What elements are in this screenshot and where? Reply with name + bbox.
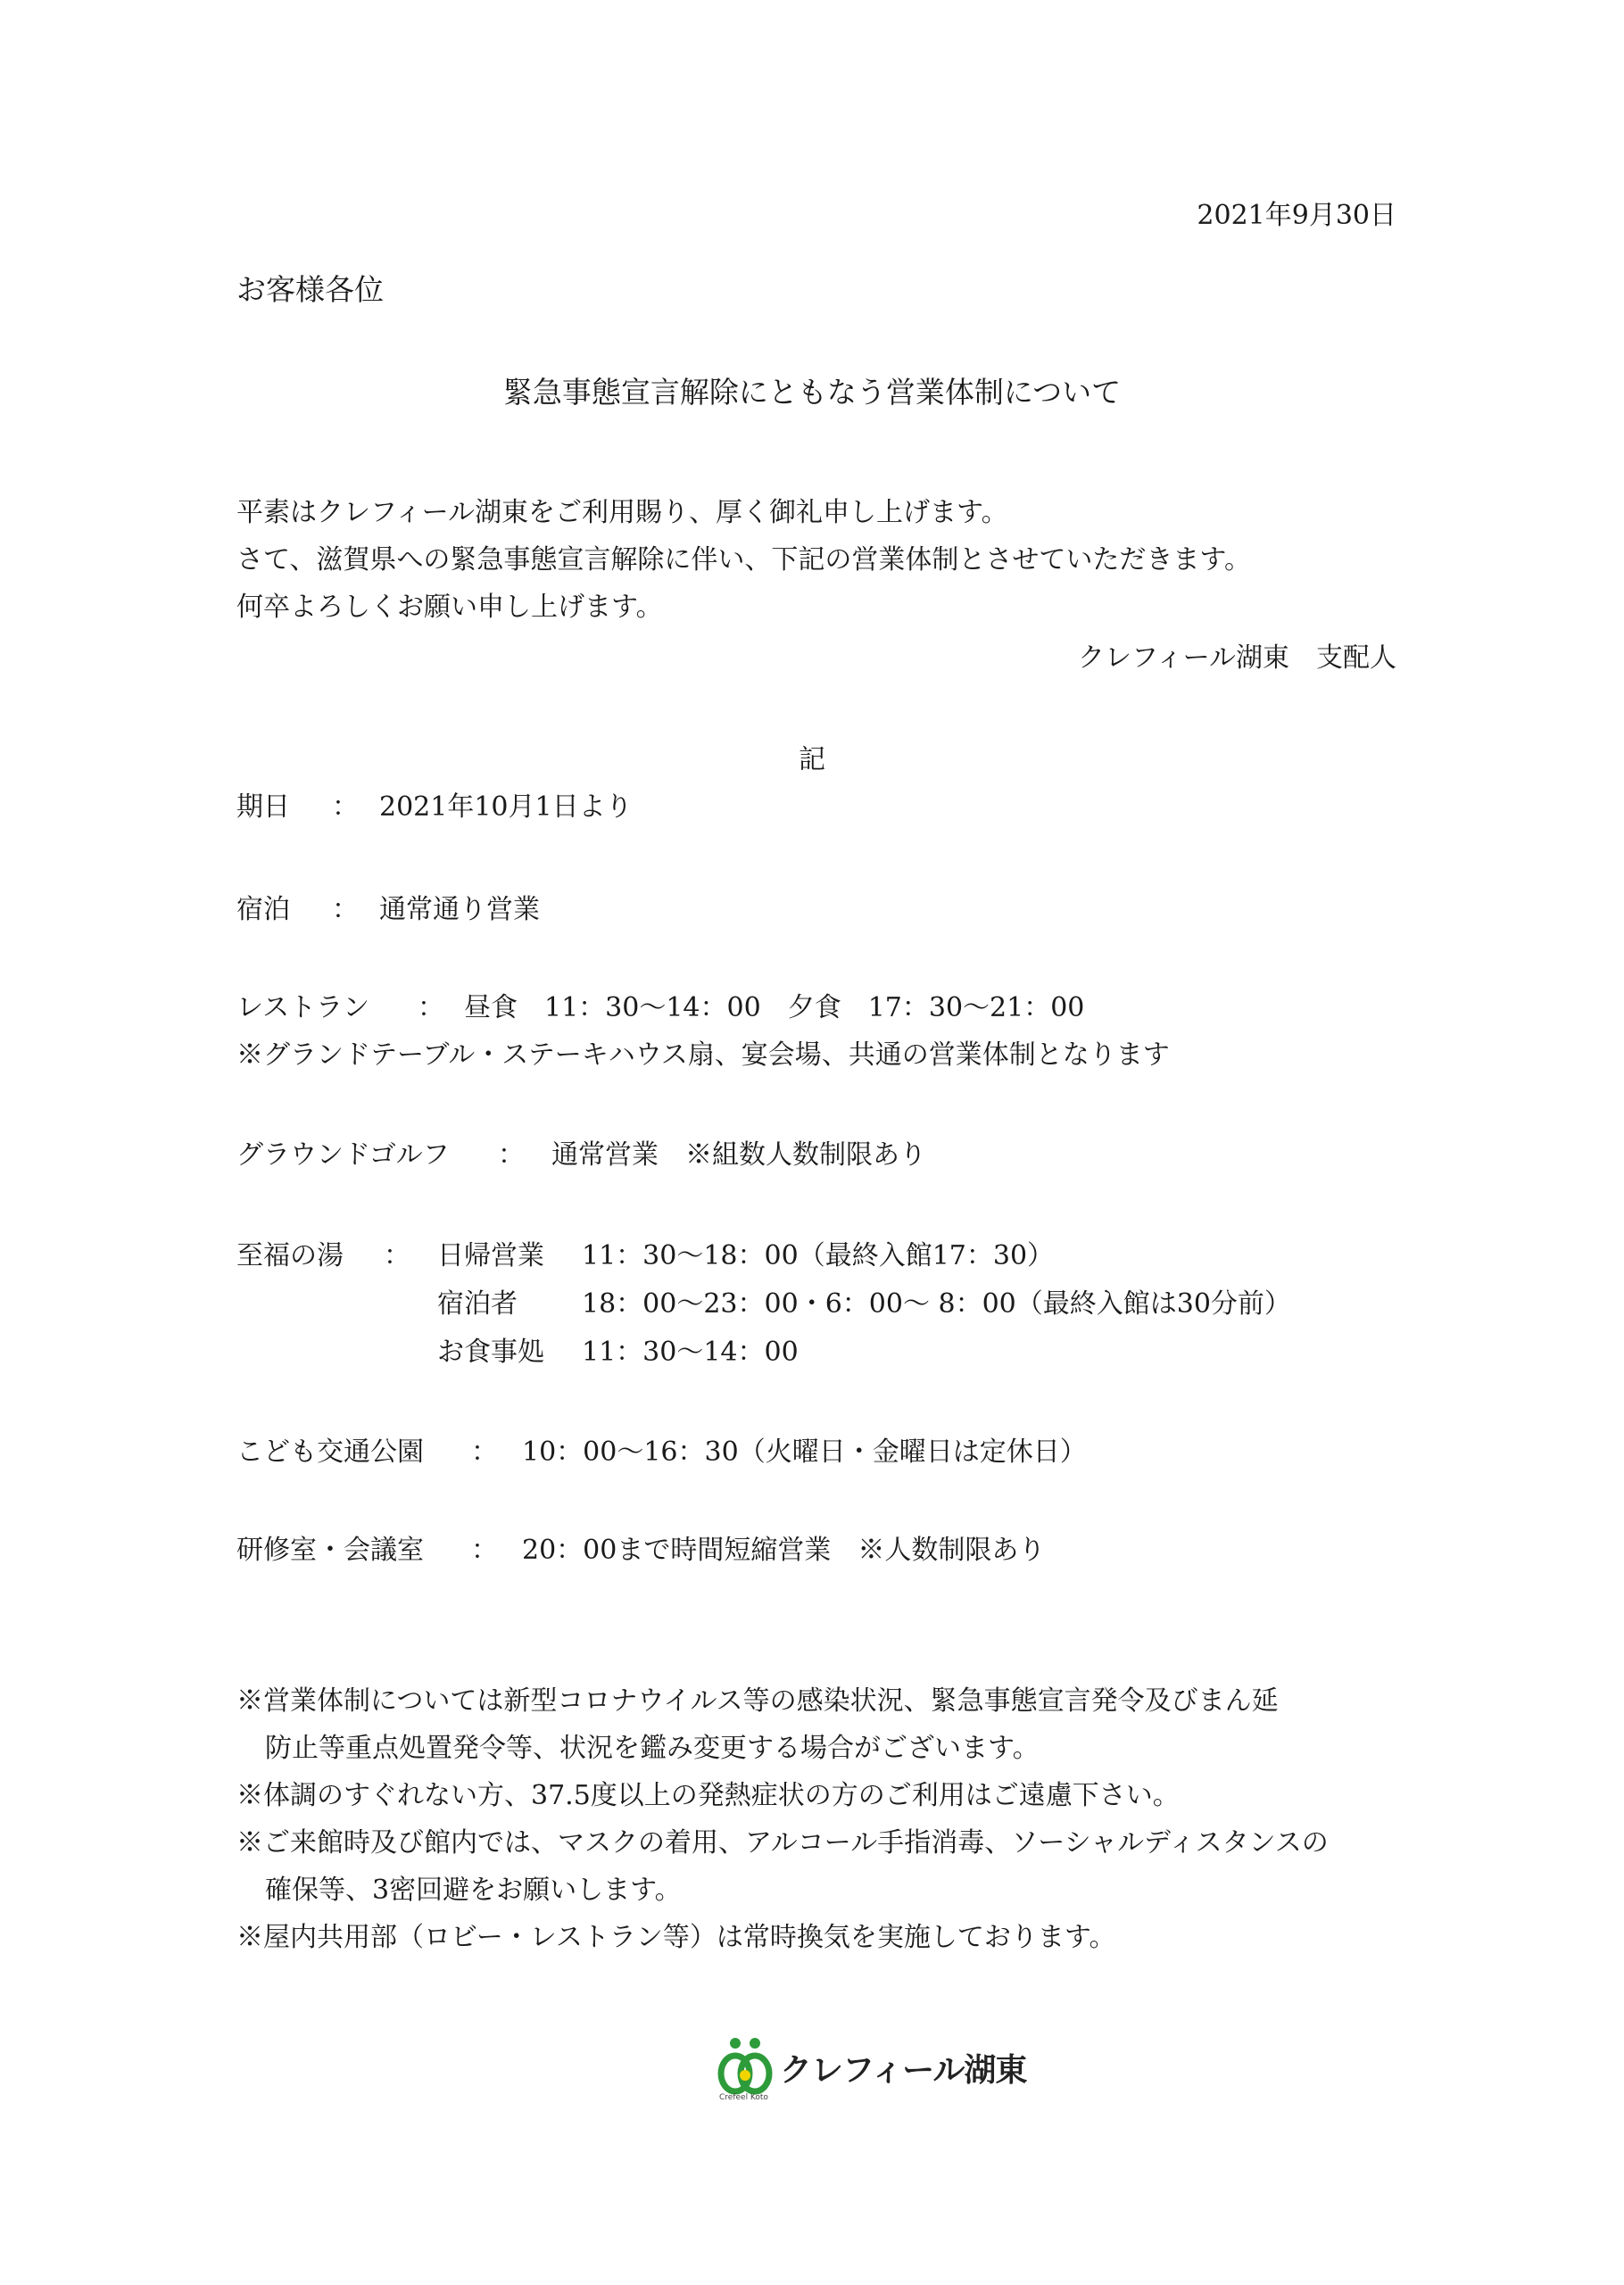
logo-subtext: Crefeel Koto	[719, 2093, 768, 2102]
meeting-sep: ：	[471, 1535, 498, 1566]
stay-label: 宿泊	[236, 894, 290, 925]
golf-value: 通常営業 ※組数人数制限あり	[551, 1139, 926, 1171]
period-label: 期日	[236, 791, 290, 823]
intro-line-1: 平素はクレフィール湖東をご利用賜り、厚く御礼申し上げます。	[236, 497, 1008, 528]
ki-heading: 記	[799, 744, 825, 775]
period-value: 2021年10月1日より	[379, 791, 633, 823]
park-value: 10：00〜16：30（火曜日・金曜日は定休日）	[522, 1436, 1087, 1468]
restaurant-value: 昼食 11：30〜14：00 夕食 17：30〜21：00	[464, 992, 1085, 1023]
restaurant-note: ※グランドテーブル・ステーキハウス扇、宴会場、共通の営業体制となります	[236, 1039, 1170, 1071]
bath-row3-label: お食事処	[437, 1337, 544, 1368]
logo-text: クレフィール湖東	[780, 2052, 1027, 2089]
logo-mark-icon	[716, 2036, 776, 2095]
restaurant-sep: ：	[418, 992, 444, 1023]
park-sep: ：	[471, 1436, 498, 1468]
addressee: お客様各位	[236, 272, 384, 307]
note-3b: 確保等、3密回避をお願いします。	[265, 1875, 682, 1906]
golf-sep: ：	[498, 1139, 525, 1171]
bath-row1-value: 11：30〜18：00（最終入館17：30）	[582, 1240, 1055, 1271]
bath-row3-value: 11：30〜14：00	[582, 1337, 799, 1368]
document-title: 緊急事態宣言解除にともなう営業体制について	[502, 375, 1122, 410]
restaurant-label: レストラン	[236, 992, 370, 1023]
meeting-value: 20：00まで時間短縮営業 ※人数制限あり	[522, 1535, 1046, 1566]
golf-label: グラウンドゴルフ	[236, 1139, 450, 1171]
intro-line-2: さて、滋賀県への緊急事態宣言解除に伴い、下記の営業体制とさせていただきます。	[236, 544, 1251, 575]
park-label: こども交通公園	[236, 1436, 424, 1468]
note-3a: ※ご来館時及び館内では、マスクの着用、アルコール手指消毒、ソーシャルディスタンスの	[236, 1827, 1329, 1859]
document-date: 2021年9月30日	[1197, 200, 1396, 231]
signature: クレフィール湖東 支配人	[1078, 642, 1396, 674]
note-1b: 防止等重点処置発令等、状況を鑑み変更する場合がございます。	[265, 1733, 1040, 1764]
stay-value: 通常通り営業	[379, 894, 540, 925]
stay-sep: ：	[332, 894, 359, 925]
note-1a: ※営業体制については新型コロナウイルス等の感染状況、緊急事態宣言発令及びまん延	[236, 1685, 1279, 1717]
note-2: ※体調のすぐれない方、37.5度以上の発熱症状の方のご利用はご遠慮下さい。	[236, 1780, 1180, 1811]
note-4: ※屋内共用部（ロビー・レストラン等）は常時換気を実施しております。	[236, 1922, 1116, 1953]
intro-line-3: 何卒よろしくお願い申し上げます。	[236, 592, 663, 623]
period-sep: ：	[332, 791, 359, 823]
bath-row2-value: 18：00〜23：00・6：00〜 8：00（最終入館は30分前）	[582, 1288, 1291, 1320]
bath-row2-label: 宿泊者	[437, 1288, 518, 1320]
meeting-label: 研修室・会議室	[236, 1535, 424, 1566]
bath-row1-label: 日帰営業	[437, 1240, 544, 1271]
bath-label: 至福の湯	[236, 1240, 344, 1271]
crefeel-koto-logo	[716, 2036, 1027, 2107]
bath-sep: ：	[384, 1240, 410, 1271]
